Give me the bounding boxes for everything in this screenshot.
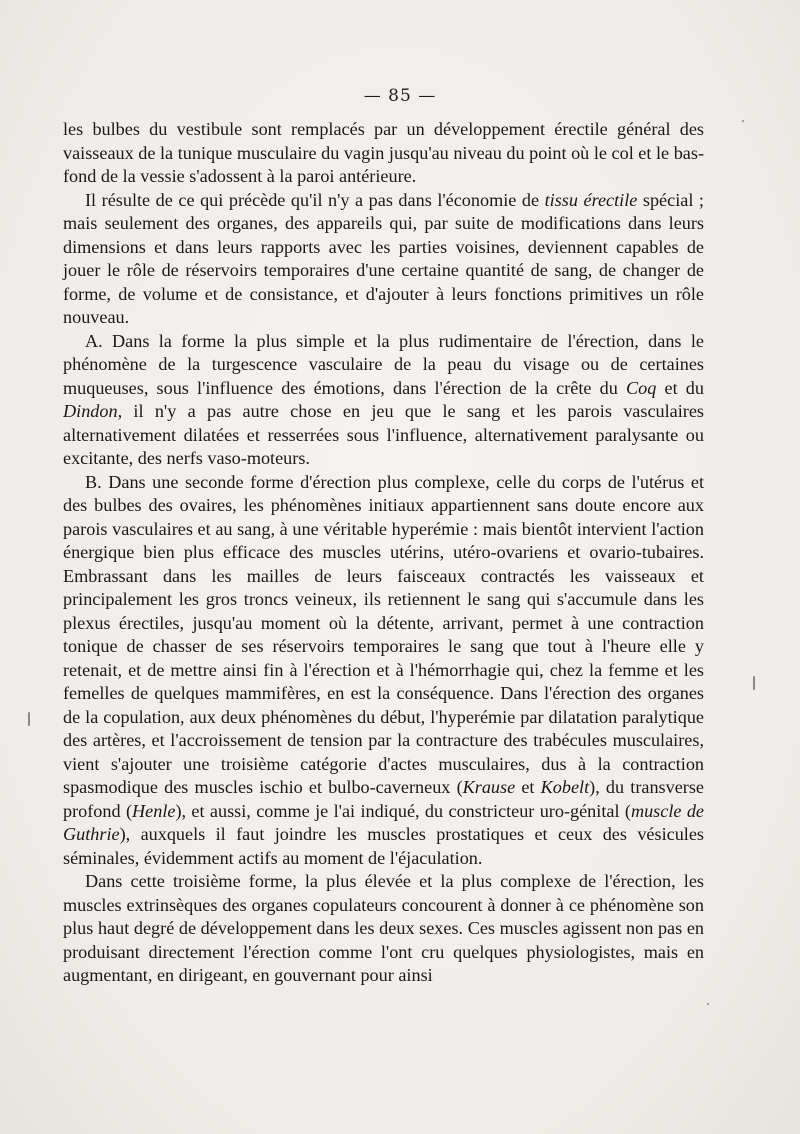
text-run: Il résulte de ce qui précède qu'il n'y a pas dans l'économie de bbox=[85, 189, 545, 210]
paragraph bbox=[63, 870, 704, 988]
scan-mark bbox=[753, 676, 755, 690]
scan-mark bbox=[28, 712, 30, 726]
italic-term: Dindon, bbox=[63, 401, 123, 421]
paragraph bbox=[63, 471, 704, 871]
text-run: spécial ; mais seulement des organes, des appareils qui, par suite de modifications dans leurs dimensions et dans leurs rapports avec les parties voisines, deviennent capables de jouer le rôle de réservoirs temporaires d'une certaine quantité de sang, de changer de forme, de volume et de consistance, et d'ajouter à leurs fonctions primitives un rôle nouveau. bbox=[63, 189, 704, 327]
italic-term: Coq bbox=[626, 377, 657, 398]
italic-term: Kobelt bbox=[540, 777, 590, 797]
paragraph bbox=[63, 118, 704, 189]
page-number: — 85 — bbox=[363, 86, 437, 106]
scan-speck bbox=[707, 1003, 709, 1005]
text-run: A. Dans la forme la plus simple et la plus rudimentaire de l'érection, dans le phénomène de la turgescence vasculaire de la peau du visage ou de certaines muqueuses, sous l'influence des émotions, dans l'érection de la crête du bbox=[63, 330, 704, 398]
italic-term: tissu érectile bbox=[544, 189, 638, 210]
text-run: B. Dans une seconde forme d'érection plus complexe, celle du corps de l'utérus et des bulbes des ovaires, les phénomènes initiaux appartiennent sans doute encore aux parois vasculaires et au sang, à une véritable hyperémie : mais bientôt intervient l'action énergique bien plus efficace des muscles utérins, utéro-ovariens et ovario-tubaires. Embrassant dans les mailles de leurs faisceaux contractés les vaisseaux et principalement les gros troncs veineux, ils retiennent le sang qui s'accumule dans les plexus érectiles, jusqu'au moment où la détente, arrivant, permet à une contraction tonique de chasser de ses réservoirs temporaires le sang que tout à l'heure elle y retenait, et de mettre ainsi fin à l'érection et à l'hémorrhagie qui, chez la femme et les femelles de quelques mammifères, en est la conséquence. Dans l'érection des organes de la copulation, aux deux phénomènes du début, l'hyperémie par dilatation paralytique des artères, et l'accroissement de tension par la contracture des trabécules musculaires, vient s'ajouter une troisième catégorie d'actes musculaires, dus à la contraction spasmodique des muscles ischio et bulbo-caverneux ( bbox=[63, 471, 704, 797]
text-run: Dans cette troisième forme, la plus élevée et la plus complexe de l'érection, les muscles extrinsèques des organes copulateurs concourent à donner à ce phénomène son plus haut degré de développement dans les deux sexes. Ces muscles agissent non pas en produisant directement l'érection comme l'ont cru quelques physiologistes, mais en augmentant, en dirigeant, en gouvernant pour ainsi bbox=[63, 871, 704, 985]
italic-term: Henle bbox=[132, 800, 176, 821]
text-run: ), auxquels il faut joindre les muscles prostatiques et ceux des vésicules séminales, évidemment actifs au moment de l'éjaculation. bbox=[63, 824, 704, 868]
body-text bbox=[63, 118, 704, 988]
text-run: ), et aussi, comme je l'ai indiqué, du constricteur uro-génital ( bbox=[175, 800, 631, 821]
text-run: ), du transverse profond ( bbox=[63, 777, 704, 821]
paragraph bbox=[63, 330, 704, 471]
text-run: il n'y a pas autre chose en jeu que le sang et les parois vasculaires alternativement dilatées et resserrées sous l'influence, alternativement paralysante ou excitante, des nerfs vaso-moteurs. bbox=[63, 401, 704, 468]
text-run: et du bbox=[656, 377, 704, 398]
scan-speck bbox=[742, 120, 744, 122]
text-run: et bbox=[515, 777, 541, 797]
text-run: les bulbes du vestibule sont remplacés par un développement érectile général des vaisseaux de la tunique musculaire du vagin jusqu'au niveau du point où le col et le bas-fond de la vessie s'adossent à la paroi antérieure. bbox=[63, 119, 704, 186]
paragraph bbox=[63, 189, 704, 330]
italic-term: muscle de Guthrie bbox=[63, 800, 704, 844]
italic-term: Krause bbox=[462, 777, 516, 797]
